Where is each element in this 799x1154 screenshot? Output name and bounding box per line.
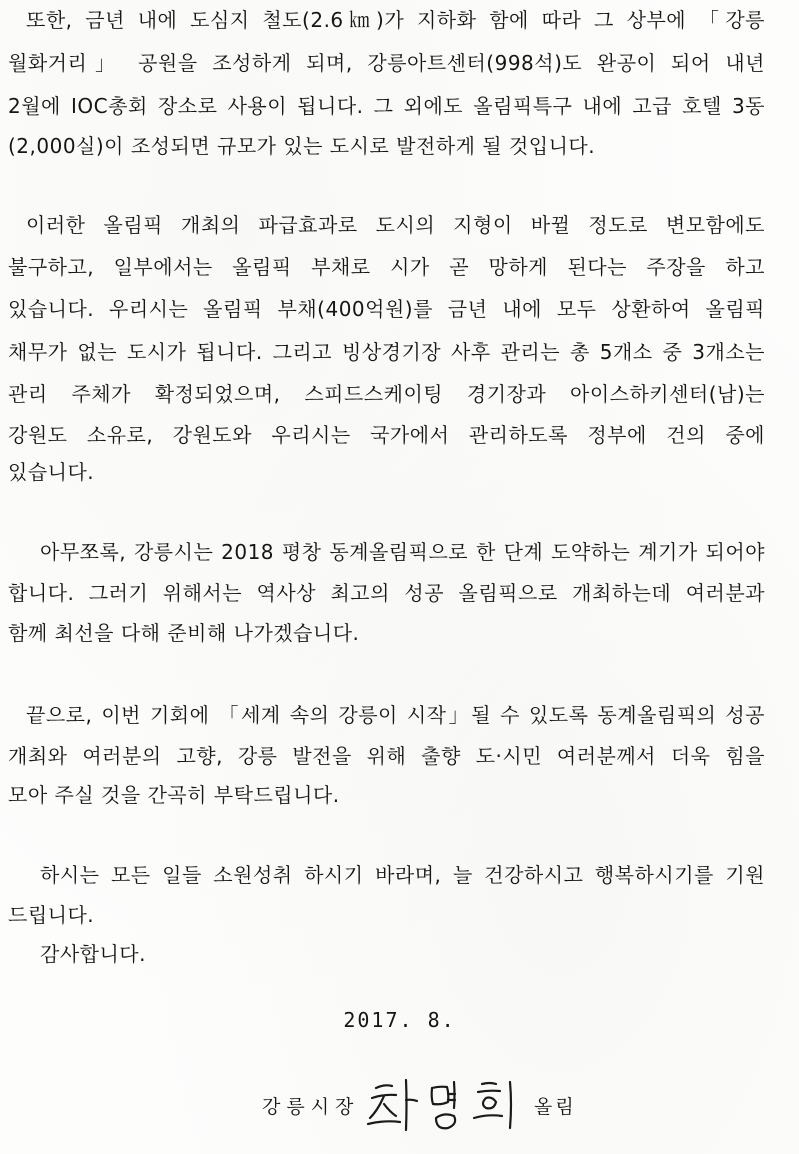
paragraph-3-line-2: 합니다. 그러기 위해서는 역사상 최고의 성공 올림픽으로 개최하는데 여러분과 [8,581,765,605]
paragraph-2-line-6: 강원도 소유로, 강원도와 우리시는 국가에서 관리하도록 정부에 건의 중에 [8,423,765,447]
paragraph-4-line-3: 모아 주실 것을 간곡히 부탁드립니다. [8,783,340,807]
paragraph-1-line-1: 또한, 금년 내에 도심지 철도(2.6㎞)가 지하화 함에 따라 그 상부에 「강릉 [26,8,765,32]
closing-greeting: 감사합니다. [40,942,146,966]
signer-suffix: 올림 [534,1096,577,1118]
paragraph-1-line-4: (2,000실)이 조성되면 규모가 있는 도시로 발전하게 될 것입니다. [8,134,596,158]
letter-date: 2017. 8. [343,1008,456,1032]
paragraph-5-line-1: 하시는 모든 일들 소원성취 하시기 바라며, 늘 건강하시고 행복하시기를 기원 [40,863,765,887]
paragraph-2-line-2: 불구하고, 일부에서는 올림픽 부채로 시가 곧 망하게 된다는 주장을 하고 [8,255,765,279]
handwritten-signature [362,1074,542,1134]
paragraph-2-line-5: 관리 주체가 확정되었으며, 스피드스케이팅 경기장과 아이스하키센터(남)는 [8,382,765,406]
signer-title: 강릉시장 [262,1096,360,1118]
paragraph-1-line-3: 2월에 IOC총회 장소로 사용이 됩니다. 그 외에도 올림픽특구 내에 고급 호텔 3동 [8,94,765,118]
paragraph-2-line-3: 있습니다. 우리시는 올림픽 부채(400억원)를 금년 내에 모두 상환하여 올림픽 [8,297,765,321]
paragraph-2-line-4: 채무가 없는 도시가 됩니다. 그리고 빙상경기장 사후 관리는 총 5개소 중 3개소는 [8,340,765,364]
paragraph-3-line-3: 함께 최선을 다해 준비해 나가겠습니다. [8,621,360,645]
paragraph-2-line-1: 이러한 올림픽 개최의 파급효과로 도시의 지형이 바뀔 정도로 변모함에도 [26,213,765,237]
paragraph-2-line-7: 있습니다. [8,460,95,484]
paragraph-4-line-1: 끝으로, 이번 기회에 「세계 속의 강릉이 시작」될 수 있도록 동계올림픽의 성공 [26,703,765,727]
paragraph-4-line-2: 개최와 여러분의 고향, 강릉 발전을 위해 출향 도·시민 여러분께서 더욱 힘을 [8,744,765,768]
signature-block [262,1074,622,1134]
paragraph-1-line-2: 월화거리」 공원을 조성하게 되며, 강릉아트센터(998석)도 완공이 되어 내년 [8,51,765,75]
paragraph-5-line-2: 드립니다. [8,903,95,927]
paragraph-3-line-1: 아무쪼록, 강릉시는 2018 평창 동계올림픽으로 한 단계 도약하는 계기가 되어야 [40,540,765,564]
